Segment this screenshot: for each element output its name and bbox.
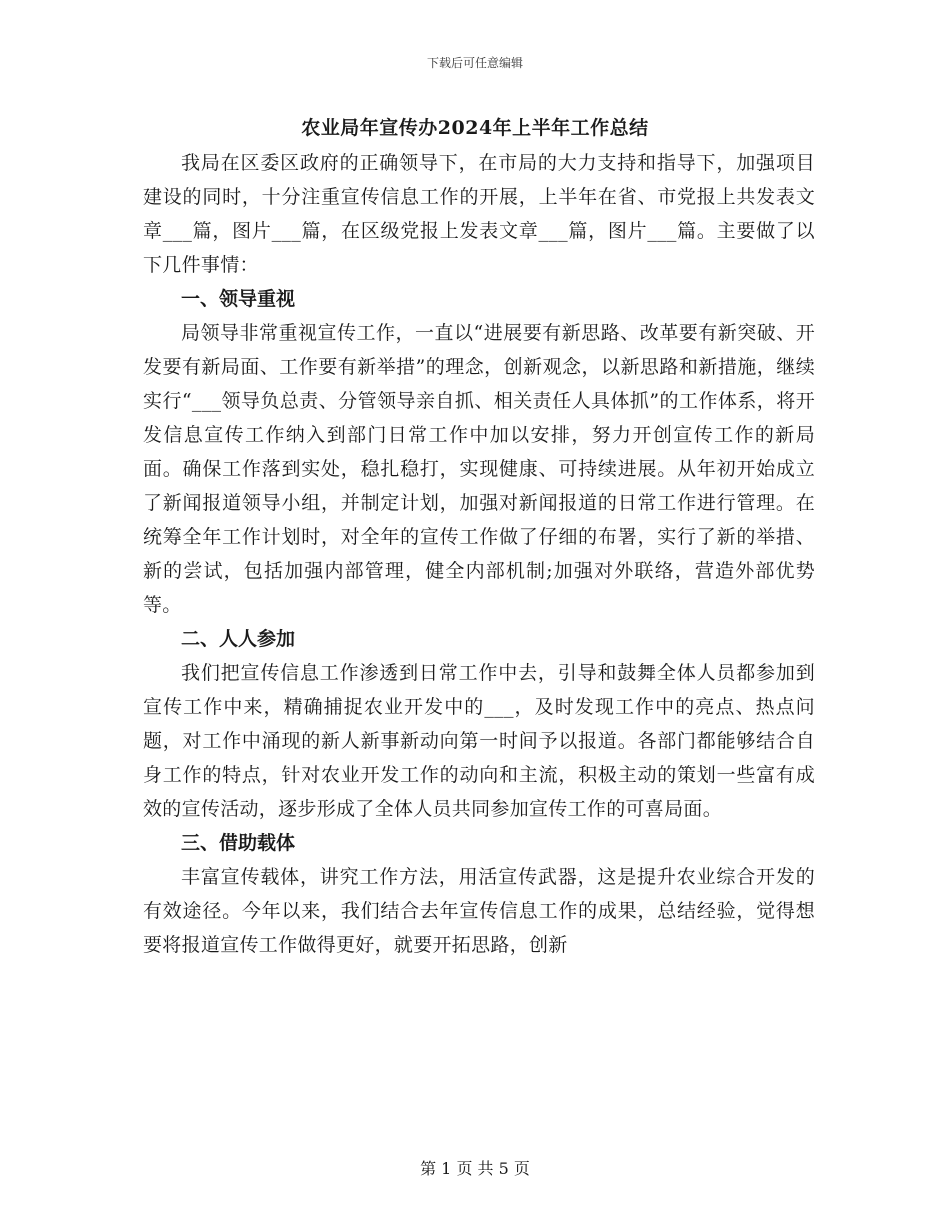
document-title: 农业局年宣传办2024年上半年工作总结 [301,117,649,139]
section-heading-carriers: 三、借助载体 [181,832,296,854]
section-heading-leadership: 一、领导重视 [181,288,296,310]
section-body-participation: 我们把宣传信息工作渗透到日常工作中去，引导和鼓舞全体人员都参加到宣传工作中来，精确捕捉农业开发中的___，及时发现工作中的亮点、热点问题，对工作中涌现的新人新事新动向第一时间予以报道。各部门都能够结合自身工作的特点，针对农业开发工作的动向和主流，积极主动的策划一些富有成效的宣传活动，逐步形成了全体人员共同参加宣传工作的可喜局面。 [143,662,815,820]
page-header-note: 下载后可任意编辑 [426,56,523,70]
intro-paragraph: 我局在区委区政府的正确领导下，在市局的大力支持和指导下，加强项目建设的同时，十分注重宣传信息工作的开展，上半年在省、市党报上共发表文章___篇，图片___篇，在区级党报上发表文章___篇，图片___篇。主要做了以下几件事情： [143,152,815,276]
section-body-leadership: 局领导非常重视宣传工作，一直以“进展要有新思路、改革要有新突破、开发要有新局面、工作要有新举措”的理念，创新观念，以新思路和新措施，继续实行“___领导负总责、分管领导亲自抓、相关责任人具体抓”的工作体系，将开发信息宣传工作纳入到部门日常工作中加以安排，努力开创宣传工作的新局面。确保工作落到实处，稳扎稳打，实现健康、可持续进展。从年初开始成立了新闻报道领导小组，并制定计划，加强对新闻报道的日常工作进行管理。在统筹全年工作计划时，对全年的宣传工作做了仔细的布署，实行了新的举措、新的尝试，包括加强内部管理，健全内部机制;加强对外联络，营造外部优势等。 [143,322,815,616]
section-heading-participation: 二、人人参加 [181,628,296,650]
document-body [143,146,815,962]
section-body-carriers: 丰富宣传载体，讲究工作方法，用活宣传武器，这是提升农业综合开发的有效途径。今年以来，我们结合去年宣传信息工作的成果，总结经验，觉得想要将报道宣传工作做得更好，就要开拓思路，创新 [143,866,815,956]
page-number: 第 1 页 共 5 页 [420,1159,530,1178]
